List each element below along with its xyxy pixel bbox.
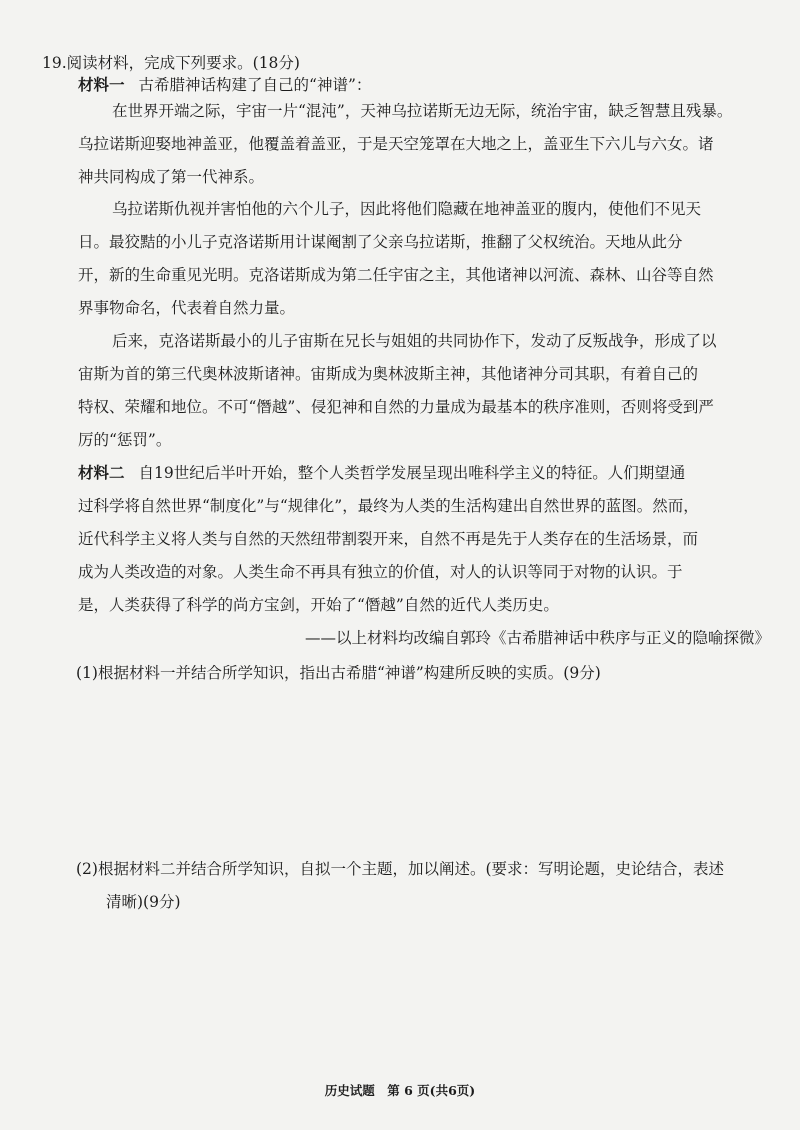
- sub-question-1: (1)根据材料一并结合所学知识，指出古希腊“神谱”构建所反映的实质。(9分): [76, 664, 601, 682]
- material1-label: 材料一: [78, 75, 125, 94]
- material1-para3-line: 后来，克洛诺斯最小的儿子宙斯在兄长与姐姐的共同协作下，发动了反叛战争，形成了以: [112, 332, 717, 350]
- material2-line: 是，人类获得了科学的尚方宝剑，开始了“僭越”自然的近代人类历史。: [78, 596, 559, 614]
- material2-line: 成为人类改造的对象。人类生命不再具有独立的价值，对人的认识等同于对物的认识。于: [78, 563, 683, 581]
- material2-line: 近代科学主义将人类与自然的天然纽带割裂开来，自然不再是先于人类存在的生活场景，而: [78, 530, 699, 548]
- material1-para2-line: 界事物命名，代表着自然力量。: [78, 299, 296, 317]
- material-source: ——以上材料均改编自郭玲《古希腊神话中秩序与正义的隐喻探微》: [304, 629, 770, 647]
- material1-para2-line: 开，新的生命重见光明。克洛诺斯成为第二任宇宙之主，其他诸神以河流、森林、山谷等自然: [78, 266, 714, 284]
- material2-label: 材料二: [78, 463, 125, 482]
- material1-para1-line: 神共同构成了第一代神系。: [78, 168, 265, 186]
- question-title: 19.阅读材料，完成下列要求。(18分): [42, 54, 300, 72]
- material1-para2-line: 日。最狡黠的小儿子克洛诺斯用计谋阉割了父亲乌拉诺斯，推翻了父权统治。天地从此分: [78, 233, 683, 251]
- material2-line: 自19世纪后半叶开始，整个人类哲学发展呈现出唯科学主义的特征。人们期望通: [138, 464, 686, 482]
- sub-question-2-line2: 清晰)(9分): [106, 893, 181, 911]
- material1-para2-line: 乌拉诺斯仇视并害怕他的六个儿子，因此将他们隐藏在地神盖亚的腹内，使他们不见天: [112, 200, 702, 218]
- material1-para3-line: 特权、荣耀和地位。不可“僭越”、侵犯神和自然的力量成为最基本的秩序准则，否则将受到严: [78, 398, 714, 416]
- material1-para3-line: 宙斯为首的第三代奥林波斯诸神。宙斯成为奥林波斯主神，其他诸神分司其职，有着自己的: [78, 365, 699, 383]
- sub-question-2-line1: (2)根据材料二并结合所学知识，自拟一个主题，加以阐述。(要求：写明论题，史论结合，表述: [76, 860, 725, 878]
- material2-first-line: [78, 462, 685, 484]
- material2-line: 过科学将自然世界“制度化”与“规律化”，最终为人类的生活构建出自然世界的蓝图。然而，: [78, 497, 699, 515]
- page-footer: 历史试题 第 6 页(共6页): [324, 1083, 476, 1098]
- material1-intro: 古希腊神话构建了自己的“神谱”：: [138, 76, 372, 94]
- material1-para3-line: 厉的“惩罚”。: [78, 431, 172, 449]
- material1-para1-line: 在世界开端之际，宇宙一片“混沌”，天神乌拉诺斯无边无际，统治宇宙，缺乏智慧且残暴。: [112, 102, 733, 120]
- material1-heading: [78, 74, 371, 96]
- material1-para1-line: 乌拉诺斯迎娶地神盖亚，他覆盖着盖亚，于是天空笼罩在大地之上，盖亚生下六儿与六女。诸: [78, 135, 714, 153]
